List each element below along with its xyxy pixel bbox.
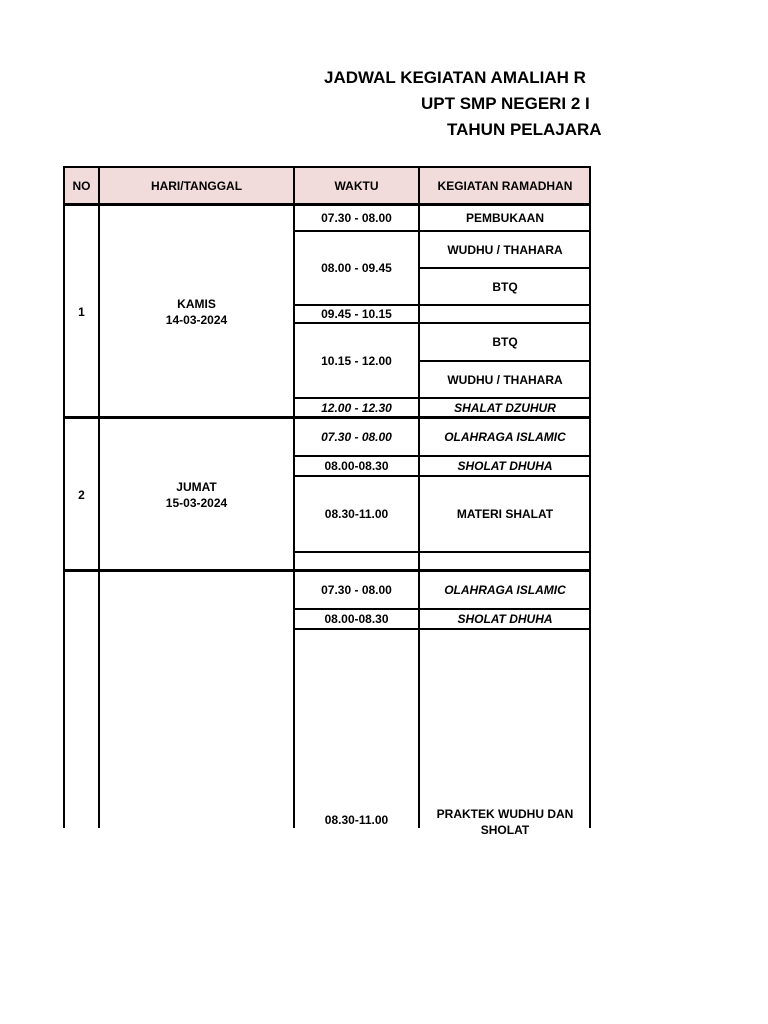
grid-line	[293, 628, 591, 630]
grid-line	[293, 397, 591, 399]
activity-cell: SHOLAT DHUHA	[457, 459, 553, 473]
time-cell: 08.00-08.30	[324, 612, 389, 626]
activity-cell: OLAHRAGA ISLAMIC	[444, 583, 566, 597]
grid-line	[293, 608, 591, 610]
time-cell: 08.00-08.30	[324, 459, 389, 473]
grid-line	[293, 551, 591, 553]
time-cell: 08.30-11.00	[324, 813, 389, 827]
header-time: WAKTU	[294, 167, 419, 205]
grid-line	[98, 166, 100, 828]
activity-cell: BTQ	[492, 335, 518, 349]
grid-line	[293, 455, 591, 457]
time-cell: 08.00 - 09.45	[321, 261, 392, 275]
day-2-number: 2	[78, 487, 85, 502]
day-2-date: 15-03-2024	[165, 495, 228, 510]
grid-line	[293, 322, 591, 324]
grid-line	[293, 475, 591, 477]
grid-line	[293, 230, 591, 232]
time-cell: 07.30 - 08.00	[321, 430, 392, 444]
grid-line	[63, 166, 591, 168]
activity-cell: PRAKTEK WUDHU DAN SHOLAT	[436, 807, 574, 837]
grid-line	[63, 569, 591, 572]
grid-line	[63, 166, 65, 828]
time-cell: 10.15 - 12.00	[321, 353, 392, 368]
grid-line	[418, 267, 591, 269]
day-2-name: JUMAT	[176, 479, 217, 494]
time-cell: 07.30 - 08.00	[321, 583, 392, 597]
grid-line	[63, 416, 591, 419]
time-cell: 08.30-11.00	[324, 507, 389, 521]
time-cell: 09.45 - 10.15	[321, 307, 392, 321]
title-line-3: TAHUN PELAJARA	[447, 120, 602, 139]
activity-cell: WUDHU / THAHARA	[447, 242, 563, 257]
time-cell: 07.30 - 08.00	[321, 211, 392, 225]
title-line-1: JADWAL KEGIATAN AMALIAH R	[324, 68, 586, 87]
activity-cell: OLAHRAGA ISLAMIC	[444, 430, 566, 444]
day-1-name: KAMIS	[177, 296, 216, 311]
activity-cell: BTQ	[492, 279, 518, 294]
grid-line	[293, 166, 295, 828]
header-day-date: HARI/TANGGAL	[99, 167, 294, 205]
grid-line	[418, 360, 591, 362]
header-no: NO	[64, 167, 99, 205]
grid-line	[63, 203, 591, 206]
grid-line	[293, 304, 591, 306]
activity-cell: MATERI SHALAT	[456, 507, 554, 521]
time-cell: 12.00 - 12.30	[321, 401, 392, 415]
day-1-date: 14-03-2024	[165, 312, 228, 327]
activity-cell: WUDHU / THAHARA	[447, 372, 563, 387]
header-activity: KEGIATAN RAMADHAN	[419, 167, 591, 205]
day-2-date-cell	[99, 418, 294, 571]
activity-cell: SHOLAT DHUHA	[457, 612, 553, 626]
day-1-date-cell	[99, 205, 294, 418]
title-line-2: UPT SMP NEGERI 2 I	[421, 94, 590, 113]
activity-cell: SHALAT DZUHUR	[454, 401, 556, 415]
grid-line	[589, 166, 591, 828]
activity-cell: PEMBUKAAN	[466, 211, 544, 225]
grid-line	[418, 166, 420, 828]
day-1-number: 1	[78, 304, 85, 319]
